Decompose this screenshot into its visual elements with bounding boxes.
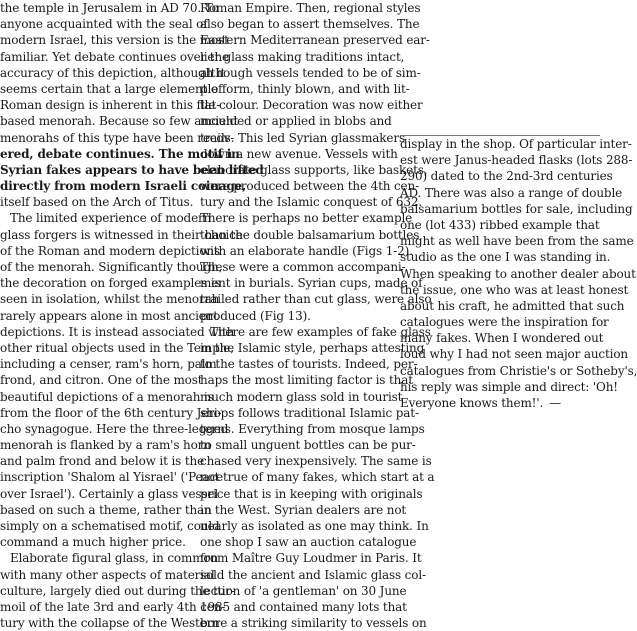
text-line [200, 16, 420, 32]
line-text: culture, largely died out during the tur- [0, 583, 235, 598]
line-text: anyone acquainted with the seal of [0, 17, 208, 32]
text-line [200, 65, 421, 81]
line-text: shops follows traditional Islamic pat- [200, 405, 419, 420]
line-text: although vessels tended to be of sim- [200, 65, 421, 80]
text-line [200, 599, 407, 615]
text-line [400, 314, 609, 330]
line-text: not true of many fakes, which start at a [200, 470, 435, 485]
text-line [400, 185, 623, 201]
text-line [0, 49, 229, 65]
text-line [200, 486, 423, 502]
line-text: lection of 'a gentleman' on 30 June [200, 583, 407, 598]
text-line [0, 291, 220, 307]
text-line [0, 243, 221, 259]
text-line [400, 298, 625, 314]
line-text: from Maître Guy Loudmer in Paris. It [200, 551, 422, 566]
text-line [0, 194, 196, 210]
line-text: to small unguent bottles can be pur- [200, 438, 416, 453]
text-line [400, 346, 629, 362]
line-text: When speaking to another dealer about [400, 266, 636, 281]
line-text: directly from modern Israeli coinage, [0, 179, 247, 194]
line-text: one (lot 433) ribbed example that [400, 217, 600, 232]
line-text: tle colour. Decoration was now either [200, 98, 423, 113]
text-line [0, 324, 235, 340]
text-line [200, 372, 413, 388]
line-text: est were Janus-headed flasks (lots 288- [400, 153, 633, 168]
text-line [0, 162, 264, 178]
line-text: moulded or applied in blobs and [200, 114, 392, 129]
line-text: might as well have been from the same [400, 234, 634, 249]
text-line [400, 217, 600, 233]
line-text: depictions. It is instead associated with [0, 324, 235, 339]
line-text: frond, and citron. One of the most [0, 373, 203, 388]
text-line [200, 162, 428, 178]
line-text: in the Islamic style, perhaps attesting [200, 340, 425, 355]
text-line [0, 32, 229, 48]
line-text: seen in isolation, whilst the menorah [0, 292, 220, 307]
text-line [0, 372, 203, 388]
text-line [0, 0, 219, 16]
line-text: cho synagogue. Here the three-legged [0, 421, 229, 436]
line-text: Elaborate figural glass, in common [10, 551, 219, 566]
text-line [0, 113, 239, 129]
text-line [0, 502, 212, 518]
text-line [0, 81, 223, 97]
text-line [0, 453, 205, 469]
text-line [200, 97, 423, 113]
line-text: accuracy of this depiction, although it [0, 65, 226, 80]
line-text: AD. There was also a range of double [400, 185, 623, 200]
line-text: sold the ancient and Islamic glass col- [200, 567, 426, 582]
text-line [200, 502, 407, 518]
line-text: moil of the late 3rd and early 4th cen- [0, 599, 226, 614]
text-line [0, 356, 217, 372]
line-text: menorah is flanked by a ram's horn [0, 438, 211, 453]
text-line [0, 469, 223, 485]
line-text: terns. Everything from mosque lamps [200, 421, 425, 436]
line-text: itself based on the Arch of Titus. [0, 195, 194, 210]
line-text: elaborate glass supports, like baskets, [200, 162, 428, 177]
text-line [0, 534, 196, 550]
line-text: inscription 'Shalom al Yisrael' ('Peace [0, 470, 223, 485]
text-line [200, 615, 427, 631]
text-line [200, 550, 422, 566]
line-text: much modern glass sold in tourist [200, 389, 403, 404]
text-line [400, 395, 600, 411]
line-text: glass forgers is witnessed in their choice [0, 227, 243, 242]
text-line [200, 469, 435, 485]
text-line [0, 389, 214, 405]
line-text: in the West. Syrian dealers are not [200, 502, 407, 517]
text-line [0, 210, 212, 226]
text-line [0, 130, 234, 146]
text-line [0, 405, 222, 421]
text-line [0, 437, 211, 453]
line-text: ple form, thinly blown, and with lit- [200, 81, 410, 96]
text-line [0, 16, 208, 32]
text-line [200, 291, 432, 307]
text-line [400, 233, 634, 249]
line-text: from the floor of the 6th century Jeri- [0, 405, 222, 420]
line-text: tury and the Islamic conquest of 632. [200, 195, 422, 210]
line-text: ered, debate continues. The motif in [0, 146, 240, 161]
text-line [400, 249, 611, 265]
text-line [200, 259, 406, 275]
line-text: catalogues from Christie's or Sotheby's, [400, 363, 637, 378]
line-text: based on such a theme, rather than [0, 502, 212, 517]
line-text: ment in burials. Syrian cups, made of [200, 276, 423, 291]
end-mark: — [549, 396, 562, 410]
line-text: The limited experience of modern [10, 211, 212, 226]
line-text: of the menorah. Significantly though, [0, 260, 223, 274]
line-text: price that is in keeping with originals [200, 486, 423, 501]
text-line [200, 178, 419, 194]
line-text: balsamarium bottles for sale, including [400, 201, 633, 216]
text-line [0, 550, 219, 566]
text-line [400, 168, 613, 184]
line-text: rarely appears alone in most ancient [0, 308, 218, 323]
text-line [400, 136, 632, 152]
text-line [200, 227, 420, 243]
text-line [200, 453, 432, 469]
text-line [200, 518, 429, 534]
text-line [200, 356, 418, 372]
line-text: about his craft, he admitted that such [400, 298, 625, 313]
line-text: trailed rather than cut glass, were also [200, 292, 432, 307]
text-line [0, 486, 219, 502]
text-line [400, 379, 618, 395]
line-text: simply on a schematised motif, could [0, 519, 220, 533]
text-line [400, 282, 629, 298]
line-text: based menorah. Because so few ancient [0, 114, 239, 129]
text-line [200, 32, 430, 48]
line-text: bore a striking similarity to vessels on [200, 616, 427, 631]
line-text: Eastern Mediterranean preserved ear- [200, 33, 430, 48]
text-line [200, 113, 396, 129]
text-line [400, 330, 604, 346]
text-line [200, 534, 417, 550]
text-line [200, 146, 396, 162]
text-line [0, 178, 247, 194]
line-text: lier glass making traditions intact, [200, 49, 405, 64]
text-line [0, 275, 221, 291]
line-text: with many other aspects of material [0, 567, 215, 582]
line-text: studio as the one I was standing in. [400, 250, 611, 265]
text-line [0, 97, 221, 113]
line-text: modern Israel, this version is the most [0, 33, 229, 48]
text-line [200, 421, 425, 437]
line-text: tury with the collapse of the Western [0, 616, 220, 631]
line-text: other ritual objects used in the Temple, [0, 340, 234, 355]
text-line [200, 275, 423, 291]
text-line [200, 0, 421, 16]
line-text: over Israel'). Certainly a glass vessel [0, 486, 219, 501]
text-line [200, 49, 405, 65]
line-text: one shop I saw an auction catalogue [200, 535, 417, 550]
text-line [400, 152, 633, 168]
line-text: These were a common accompani- [200, 260, 406, 274]
line-text: his reply was simple and direct: 'Oh! [400, 379, 618, 394]
text-line [200, 583, 407, 599]
text-line [200, 210, 413, 226]
text-line [200, 567, 426, 583]
text-line [0, 227, 243, 243]
line-text: command a much higher price. [0, 535, 186, 550]
text-line [0, 567, 215, 583]
line-text: were produced between the 4th cen- [200, 179, 419, 194]
text-line [400, 201, 633, 217]
text-column-2 [200, 0, 435, 631]
line-text: There is perhaps no better example [200, 211, 413, 226]
text-line [400, 266, 636, 282]
line-text: catalogues were the inspiration for [400, 315, 609, 330]
text-line [200, 324, 431, 340]
line-text: to the tastes of tourists. Indeed, per- [200, 357, 418, 372]
line-text: 290) dated to the 2nd-3rd centuries [400, 169, 613, 184]
line-text: the issue, one who was at least honest [400, 282, 629, 297]
text-line [200, 243, 413, 259]
text-line [0, 421, 229, 437]
text-line [200, 389, 403, 405]
text-line [0, 340, 234, 356]
line-text: Everyone knows them!'. [400, 396, 544, 410]
line-text: and palm frond and below it is the [0, 454, 205, 469]
text-line [0, 146, 240, 162]
text-column-3 [400, 135, 637, 411]
line-text: 1985 and contained many lots that [200, 599, 407, 614]
line-text: produced (Fig 13). [200, 308, 311, 323]
line-text: familiar. Yet debate continues over the [0, 49, 229, 64]
text-line [0, 615, 220, 631]
text-line [0, 308, 218, 324]
line-text: haps the most limiting factor is that [200, 373, 413, 388]
line-text: nearly as isolated as one may think. In [200, 519, 429, 533]
line-text: including a censer, ram's horn, palm [0, 357, 217, 372]
text-line [400, 363, 637, 379]
text-line [200, 437, 416, 453]
text-line [200, 130, 405, 146]
text-line [0, 583, 235, 599]
line-text: than the double balsamarium bottles [200, 227, 420, 242]
line-text: display in the shop. Of particular inter- [400, 137, 632, 151]
text-line [0, 65, 226, 81]
line-text: beautiful depictions of a menorah is [0, 389, 214, 404]
line-text: of the Roman and modern depictions [0, 243, 221, 258]
text-line [0, 518, 220, 534]
line-text: There are few examples of fake glass [210, 324, 431, 339]
line-text: seems certain that a large element of [0, 81, 223, 96]
line-text: also began to assert themselves. The [200, 17, 420, 32]
line-text: loud why I had not seen major auction [400, 347, 629, 362]
text-line [200, 81, 410, 97]
line-text: the decoration on forged examples is [0, 276, 221, 291]
line-text: with an elaborate handle (Figs 1-2). [200, 243, 413, 258]
line-text: Syrian fakes appears to have been lifted [0, 162, 264, 177]
line-text: chased very inexpensively. The same is [200, 454, 432, 469]
text-line [200, 340, 425, 356]
line-text: the temple in Jerusalem in AD 70. To [0, 1, 219, 15]
line-text: Roman Empire. Then, regional styles [200, 1, 421, 15]
line-text: Roman design is inherent in this flat- [0, 98, 221, 113]
text-line [200, 308, 396, 324]
line-text: many fakes. When I wondered out [400, 331, 604, 346]
line-text: down a new avenue. Vessels with [200, 146, 398, 161]
line-text: trails. This led Syrian glassmakers [200, 130, 405, 145]
text-line [0, 599, 226, 615]
text-line [200, 405, 419, 421]
line-text: menorahs of this type have been recov- [0, 130, 234, 145]
text-line [200, 194, 422, 210]
text-line [0, 259, 223, 275]
